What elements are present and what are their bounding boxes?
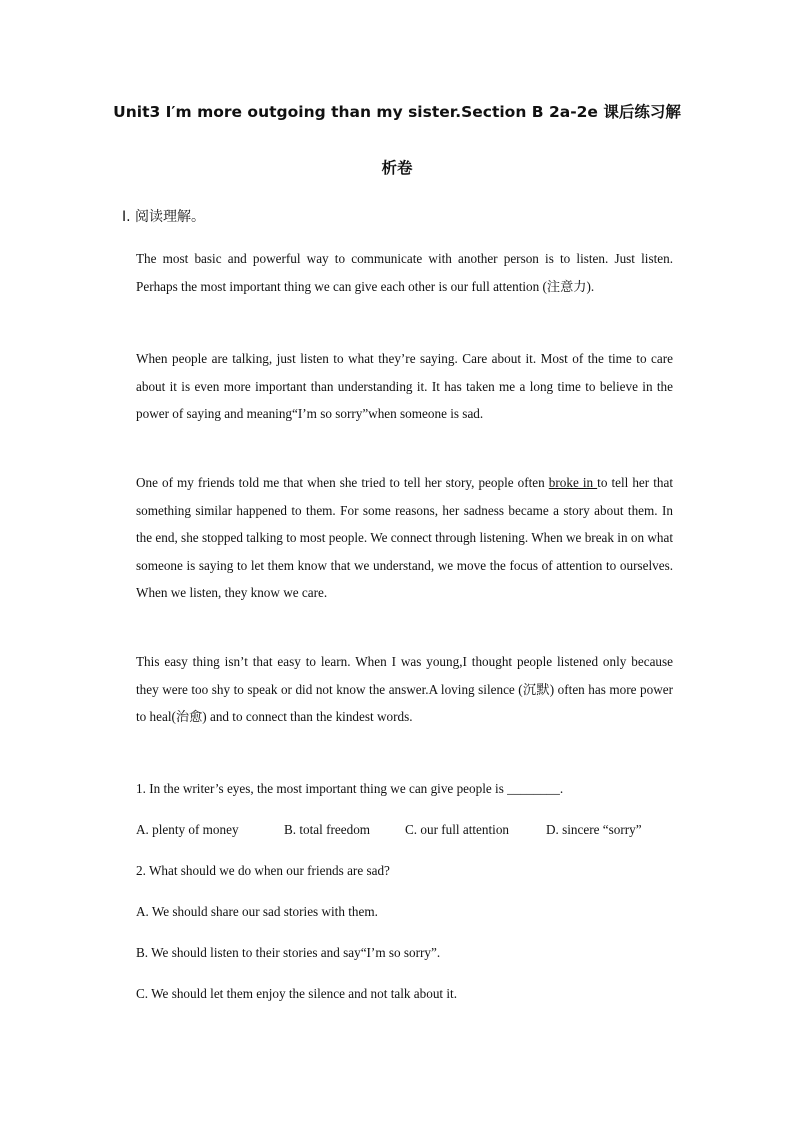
passage-paragraph-3 [136, 469, 673, 607]
question-1-option-c: C. our full attention [405, 822, 510, 837]
question-1-option-b: B. total freedom [284, 822, 371, 837]
question-1-options [136, 822, 676, 838]
passage-paragraph-4: This easy thing isn’t that easy to learn. When I was young,I thought people listened only because they were too shy to speak or did not know the answer.A loving silence (沉默) often has more power to heal(治愈) and to connect than the kindest words. [136, 654, 673, 724]
underlined-phrase: broke in [548, 475, 598, 490]
question-1-option-d: D. sincere “sorry” [546, 822, 642, 837]
question-1: 1. In the writer’s eyes, the most important thing we can give people is ________. [136, 781, 564, 796]
paragraph-3-text-end: to tell her that something similar happened to them. For some reasons, her sadness became a story about them. In the end, she stopped talking to most people. We connect through listening. When we break in on what someone is saying to let them know that we understand, we move the focus of attention to ourselves. When we listen, they know we care. [136, 475, 673, 600]
question-2-option-c: C. We should let them enjoy the silence and not talk about it. [136, 986, 457, 1001]
question-2-option-a: A. We should share our sad stories with them. [136, 904, 378, 919]
question-2: 2. What should we do when our friends are sad? [136, 863, 390, 878]
paragraph-3-text-start: One of my friends told me that when she tried to tell her story, people often [136, 475, 549, 490]
document-title-line-1: Unit3 I′m more outgoing than my sister.Section B 2a-2e 课后练习解 [113, 103, 681, 121]
passage-paragraph-2: When people are talking, just listen to what they’re saying. Care about it. Most of the time to care about it is even more important than understanding it. It has taken me a long time to believe in the power of saying and meaning“I’m so sorry”when someone is sad. [136, 351, 673, 421]
document-title-line-2: 析卷 [381, 159, 413, 177]
passage-paragraph-1: The most basic and powerful way to communicate with another person is to listen. Just listen. Perhaps the most important thing we can give each other is our full attention (注意力). [136, 251, 673, 294]
question-2-option-b: B. We should listen to their stories and say“I’m so sorry”. [136, 945, 441, 960]
question-1-option-a: A. plenty of money [136, 822, 239, 837]
section-heading: Ⅰ. 阅读理解。 [122, 209, 206, 225]
